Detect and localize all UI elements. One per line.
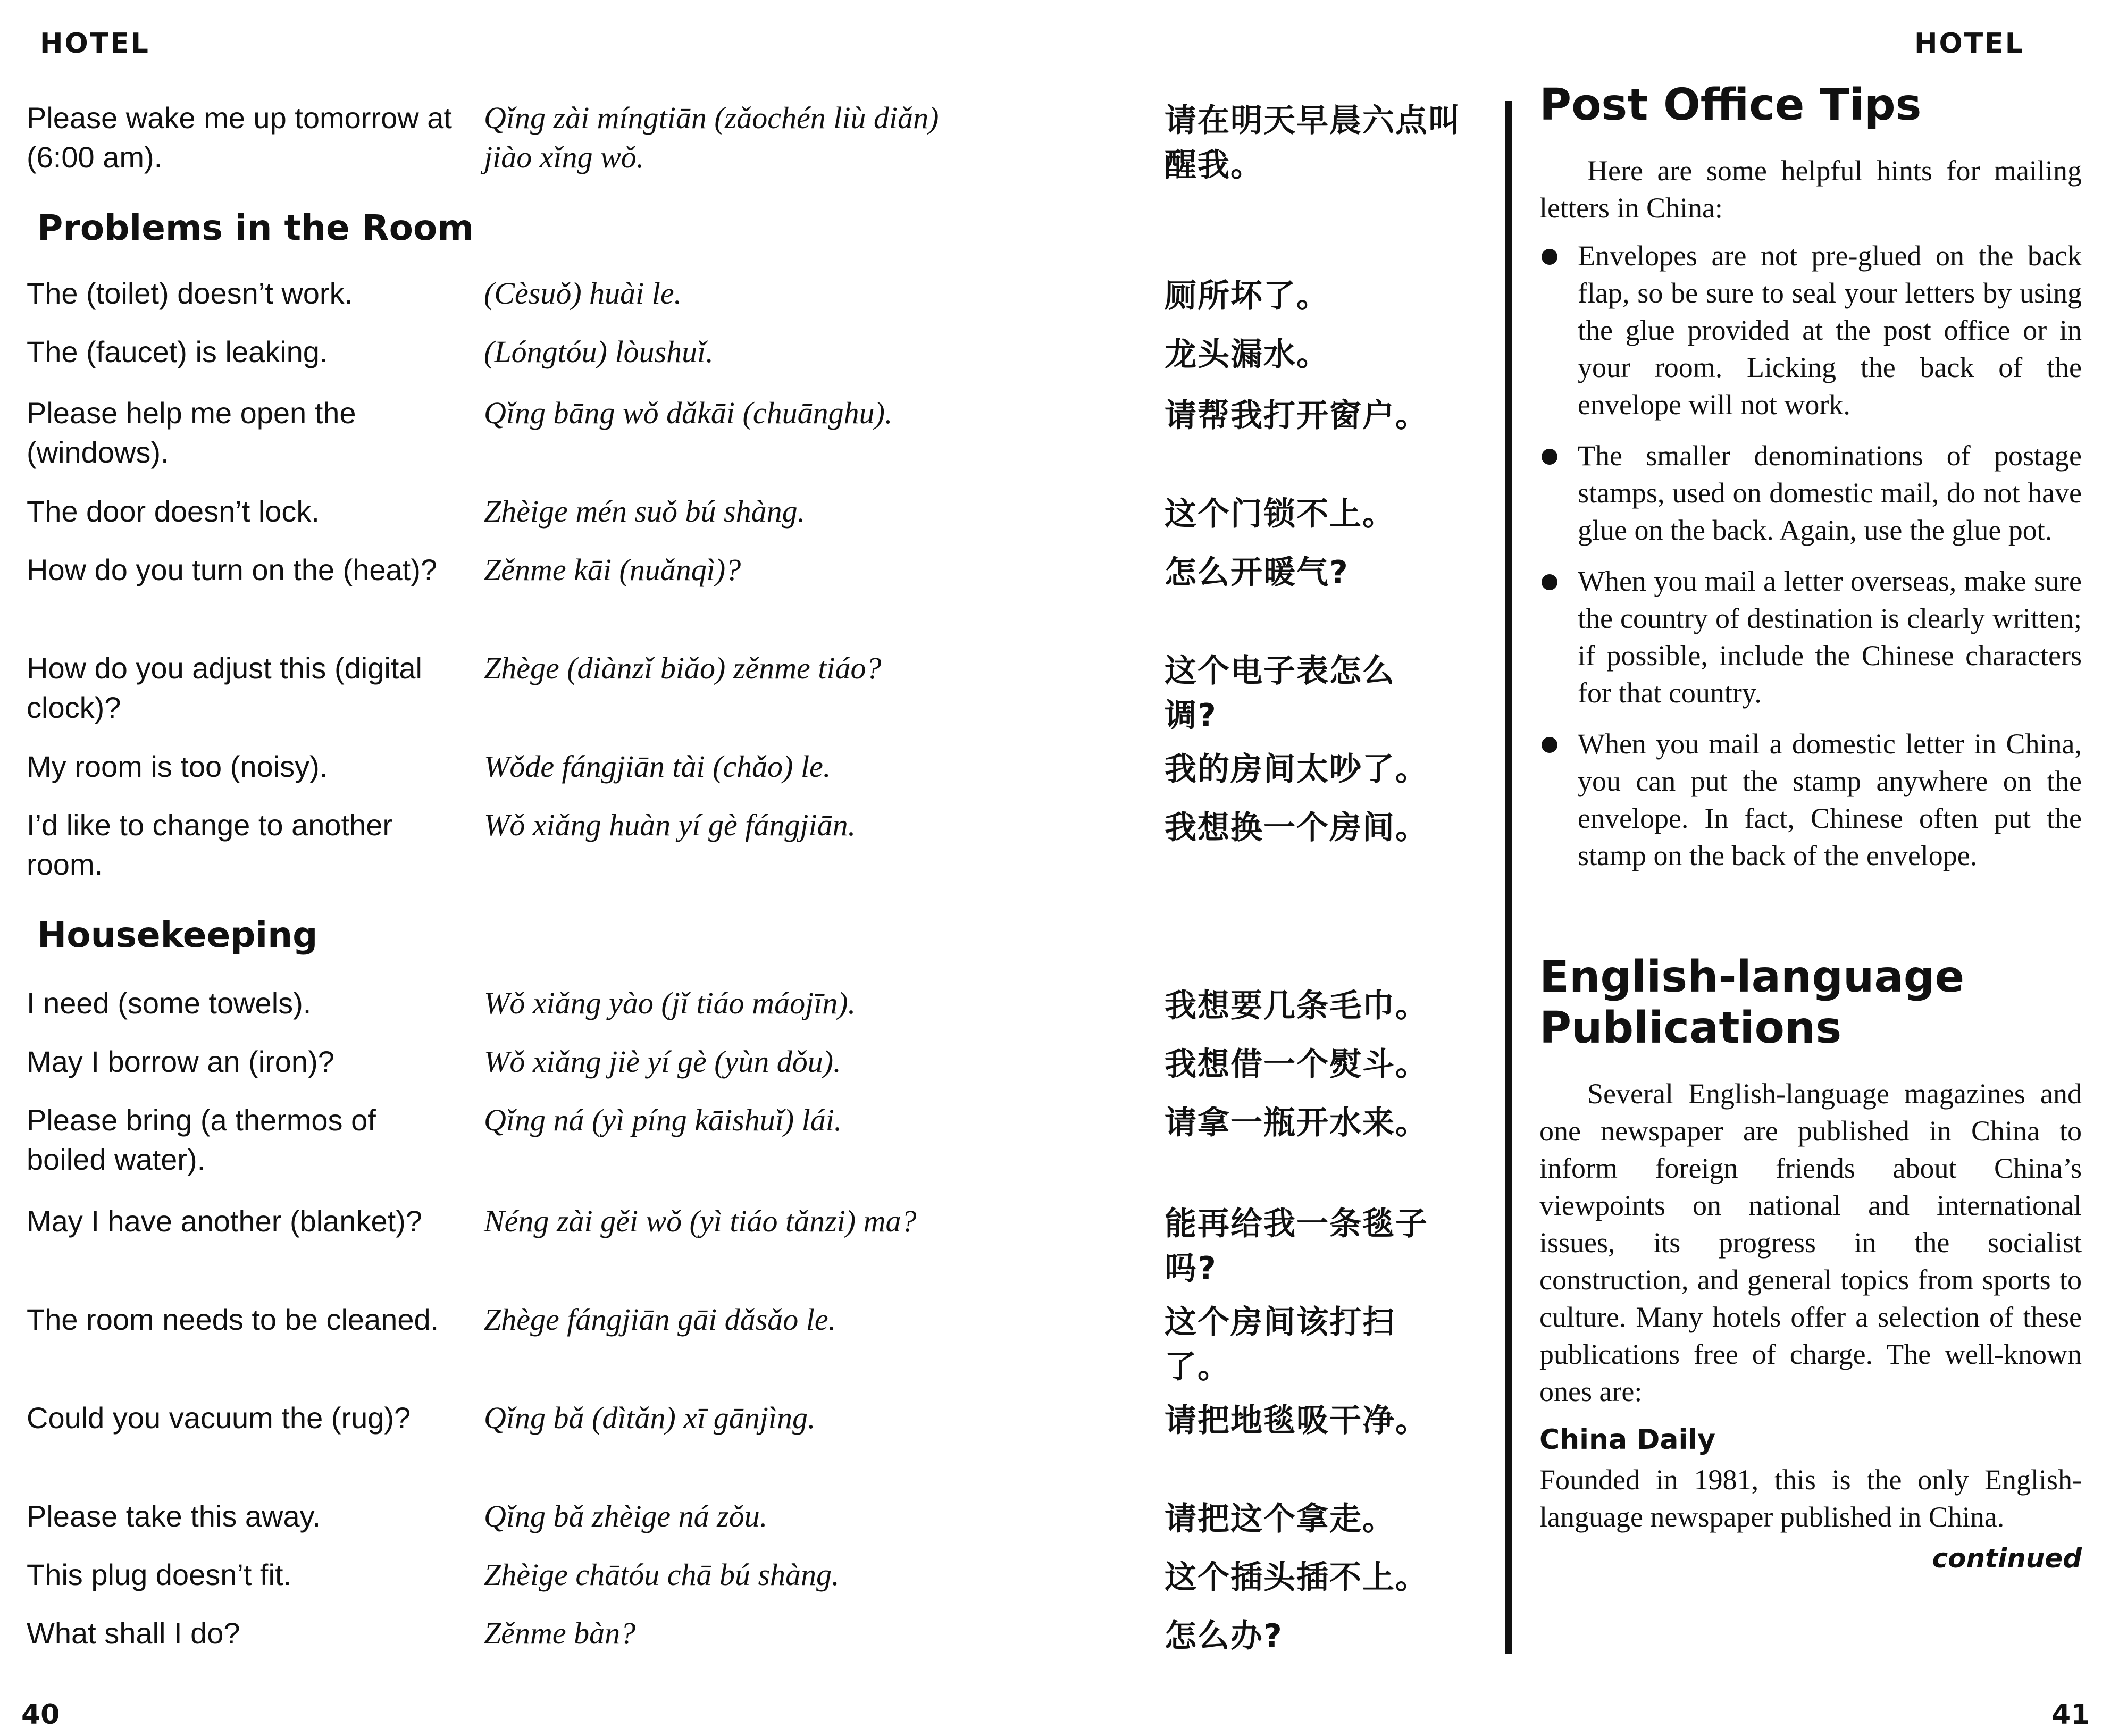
bullet-icon: [1542, 737, 1557, 753]
phrase-chinese: 我想换一个房间。: [1165, 809, 1428, 846]
right-page-number: 41: [2051, 1699, 2090, 1731]
phrase-chinese: 这个房间该打扫了。: [1165, 1304, 1395, 1386]
phrase-english: The door doesn’t lock.: [27, 494, 320, 528]
phrase-english: What shall I do?: [27, 1616, 240, 1650]
phrase-english: My room is too (noisy).: [27, 750, 328, 783]
phrase-english: The (faucet) is leaking.: [27, 335, 328, 368]
left-running-header: HOTEL: [40, 28, 150, 60]
phrase-english: May I have another (blanket)?: [27, 1204, 422, 1238]
phrase-chinese: 这个插头插不上。: [1165, 1559, 1428, 1596]
phrase-chinese: 请在明天早晨六点叫醒我。: [1165, 102, 1461, 184]
phrase-chinese: 能再给我一条毯子吗?: [1165, 1205, 1428, 1287]
phrase-pinyin: Qǐng bǎ zhèige ná zǒu.: [484, 1499, 768, 1533]
continued-note: continued: [1932, 1543, 2082, 1574]
phrase-english: Could you vacuum the (rug)?: [27, 1401, 411, 1435]
phrase-chinese: 我的房间太吵了。: [1165, 751, 1428, 788]
phrase-entry: [27, 1398, 1462, 1489]
phrase-entry: [27, 1101, 1462, 1191]
phrase-pinyin: (Cèsuǒ) huài le.: [484, 276, 682, 311]
phrase-english: The (toilet) doesn’t work.: [27, 276, 353, 310]
phrase-pinyin: (Lóngtóu) lòushuǐ.: [484, 334, 714, 369]
phrase-pinyin: Zhège (diànzǐ biǎo) zěnme tiáo?: [484, 651, 882, 685]
phrase-english: May I borrow an (iron)?: [27, 1045, 334, 1078]
post-office-tip: [1539, 563, 2082, 711]
post-office-tips-heading: Post Office Tips: [1539, 80, 1922, 130]
left-page-number: 40: [21, 1699, 60, 1731]
phrase-pinyin: Zhège fángjiān gāi dǎsǎo le.: [484, 1302, 836, 1337]
phrase-chinese: 我想借一个熨斗。: [1165, 1046, 1428, 1083]
phrase-english: I’d like to change to another room.: [27, 808, 393, 881]
phrase-pinyin: Wǒ xiǎng yào (jǐ tiáo máojīn).: [484, 986, 856, 1020]
phrase-entry: [27, 1202, 1462, 1292]
phrase-chinese: 怎么开暖气?: [1165, 554, 1349, 591]
phrase-english: Please bring (a thermos of boiled water).: [27, 1103, 376, 1176]
phrase-english: The room needs to be cleaned.: [27, 1303, 439, 1336]
phrase-entry: [27, 1614, 1462, 1704]
phrase-pinyin: Qǐng ná (yì píng kāishuǐ) lái.: [484, 1103, 842, 1137]
phrase-pinyin: Zěnme kāi (nuǎnqì)?: [484, 552, 741, 587]
phrase-pinyin: Zhèige chātóu chā bú shàng.: [484, 1557, 840, 1592]
phrase-chinese: 这个门锁不上。: [1165, 496, 1395, 533]
phrase-pinyin: Qǐng bǎ (dìtǎn) xī gānjìng.: [484, 1400, 816, 1435]
phrase-chinese: 请拿一瓶开水来。: [1165, 1104, 1428, 1142]
phrase-english: Please take this away.: [27, 1499, 321, 1533]
sidebar: [1539, 80, 2082, 1574]
post-office-tip: [1539, 437, 2082, 549]
post-office-tip: [1539, 725, 2082, 874]
phrase-pinyin: Wǒde fángjiān tài (chǎo) le.: [484, 749, 831, 784]
phrase-english: Please wake me up tomorrow at (6:00 am).: [27, 101, 452, 174]
phrase-entry: [27, 649, 1462, 739]
china-daily-subheading: China Daily: [1539, 1424, 1716, 1456]
phrase-english: This plug doesn’t fit.: [27, 1558, 292, 1591]
tip-text: The smaller denominations of postage stamps, used on domestic mail, do not have glue on the back. Again, use the glue pot.: [1578, 440, 2082, 546]
china-daily-body: Founded in 1981, this is the only English-language newspaper published in China.: [1539, 1464, 2082, 1533]
column-divider: [1505, 101, 1512, 1654]
phrase-pinyin: Néng zài gěi wǒ (yì tiáo tǎnzi) ma?: [484, 1204, 917, 1238]
tip-text: When you mail a letter overseas, make sure the country of destination is clearly written; if possible, include the Chinese characters for that country.: [1578, 565, 2082, 709]
phrase-chinese: 请把地毯吸干净。: [1165, 1402, 1428, 1439]
publications-heading: English-language Publications: [1539, 952, 1965, 1053]
bullet-icon: [1542, 449, 1557, 465]
phrase-chinese: 请把这个拿走。: [1165, 1500, 1395, 1538]
post-office-tip: [1539, 237, 2082, 423]
phrase-pinyin: Wǒ xiǎng huàn yí gè fángjiān.: [484, 808, 856, 842]
phrase-entry: [27, 806, 1462, 896]
phrase-chinese: 厕所坏了。: [1165, 278, 1329, 315]
phrase-entry: [27, 550, 1462, 641]
tip-text: Envelopes are not pre-glued on the back flap, so be sure to seal your letters by using the glue provided at the post office or in your room. Licking the back of the envelope will not work.: [1578, 240, 2082, 421]
phrase-chinese: 龙头漏水。: [1165, 336, 1329, 373]
phrase-chinese: 请帮我打开窗户。: [1165, 397, 1428, 434]
phrase-entry: [27, 1300, 1462, 1390]
section-gap: [1539, 888, 2082, 952]
phrase-pinyin: Wǒ xiǎng jiè yí gè (yùn dǒu).: [484, 1044, 841, 1079]
phrase-entry: [27, 98, 1462, 189]
phrase-english: I need (some towels).: [27, 986, 312, 1020]
section-heading-problems: Problems in the Room: [37, 207, 474, 248]
right-running-header: HOTEL: [1914, 28, 2024, 60]
phrase-pinyin: Qǐng bāng wǒ dǎkāi (chuānghu).: [484, 396, 893, 430]
phrase-chinese: 这个电子表怎么调?: [1165, 652, 1395, 734]
phrase-pinyin: Qǐng zài míngtiān (zǎochén liù diǎn) jiào xǐng wǒ.: [484, 100, 939, 174]
bullet-icon: [1542, 574, 1557, 590]
bullet-icon: [1542, 249, 1557, 265]
section-heading-housekeeping: Housekeeping: [37, 915, 318, 955]
phrase-pinyin: Zhèige mén suǒ bú shàng.: [484, 494, 806, 529]
phrase-english: How do you turn on the (heat)?: [27, 553, 438, 586]
phrase-english: Please help me open the (windows).: [27, 396, 356, 469]
tip-text: When you mail a domestic letter in China, you can put the stamp anywhere on the envelope. In fact, Chinese often put the stamp on the back of the envelope.: [1578, 728, 2082, 871]
phrase-pinyin: Zěnme bàn?: [484, 1616, 636, 1650]
phrase-english: How do you adjust this (digital clock)?: [27, 651, 422, 724]
phrase-chinese: 我想要几条毛巾。: [1165, 987, 1428, 1025]
phrase-chinese: 怎么办?: [1165, 1617, 1283, 1655]
post-office-intro: Here are some helpful hints for mailing letters in China:: [1539, 155, 2082, 224]
phrase-entry: [27, 393, 1462, 484]
publications-intro: Several English-language magazines and one newspaper are published in China to inform foreign friends about China’s viewpoints on national and international issues, its progress in the socialist construction, and general topics from sports to culture. Many hotels offer a selection of these publications free of charge. The well-known ones are:: [1539, 1078, 2082, 1407]
